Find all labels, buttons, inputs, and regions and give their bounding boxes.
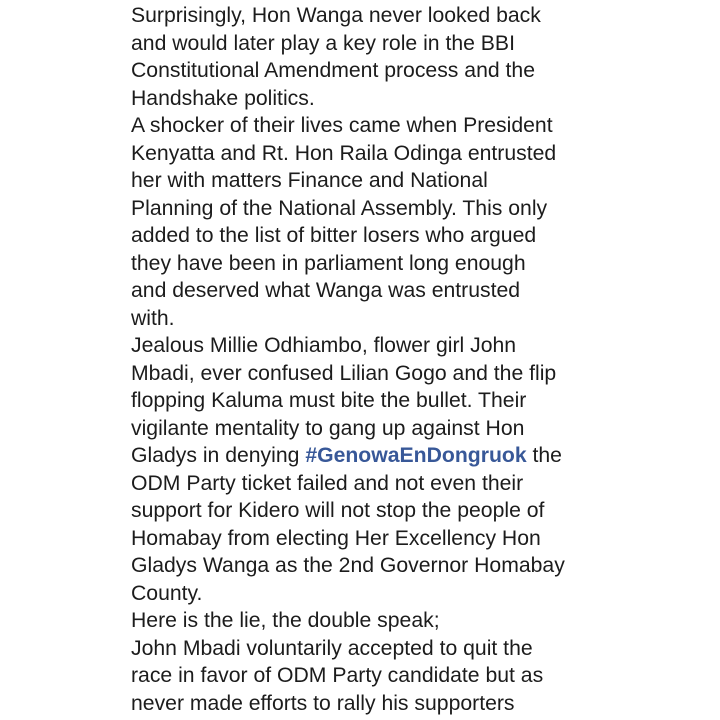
post-line: and deserved what Wanga was entrusted [131,279,521,302]
post-line: flopping Kaluma must bite the bullet. Their [131,389,527,412]
post-line: added to the list of bitter losers who argued [131,224,537,247]
post-line: vigilante mentality to gang up against Hon [131,416,525,440]
post-line: Handshake politics. [131,86,315,110]
hashtag-link[interactable]: #GenowaEnDongruok [305,444,527,467]
post-line: Planning of the National Assembly. This only [131,196,548,220]
post-line: ODM Party ticket failed and not even their [131,471,524,495]
post-line: Kenyatta and Rt. Hon Raila Odinga entrusted [131,141,557,165]
post-line: John Mbadi voluntarily accepted to quit the [131,636,533,660]
hashtag-prefix-text: Gladys in denying [131,444,306,467]
post-line: and would later play a key role in the BBI [131,31,515,55]
hashtag-suffix-text: the [526,444,562,467]
post-line-with-hashtag [131,442,601,470]
post-line: County. [131,581,203,605]
post-line: race in favor of ODM Party candidate but as [131,664,544,687]
post-line: never made efforts to rally his supporters [131,691,515,715]
post-line: Here is the lie, the double speak; [131,609,440,632]
post-line: Homabay from electing Her Excellency Hon [131,526,541,550]
post-body [131,2,601,717]
post-line: with. [131,306,175,330]
post-line: Constitutional Amendment process and the [131,59,535,82]
post-line: Mbadi, ever confused Lilian Gogo and the flip [131,361,557,385]
post-line: Gladys Wanga as the 2nd Governor Homabay [131,554,565,577]
post-line: support for Kidero will not stop the people of [131,499,545,522]
post-line: they have been in parliament long enough [131,251,526,275]
post-line: Surprisingly, Hon Wanga never looked back [131,4,541,27]
post-line: A shocker of their lives came when President [131,114,553,137]
post-line: her with matters Finance and National [131,169,488,192]
post-line: Jealous Millie Odhiambo, flower girl John [131,334,517,357]
